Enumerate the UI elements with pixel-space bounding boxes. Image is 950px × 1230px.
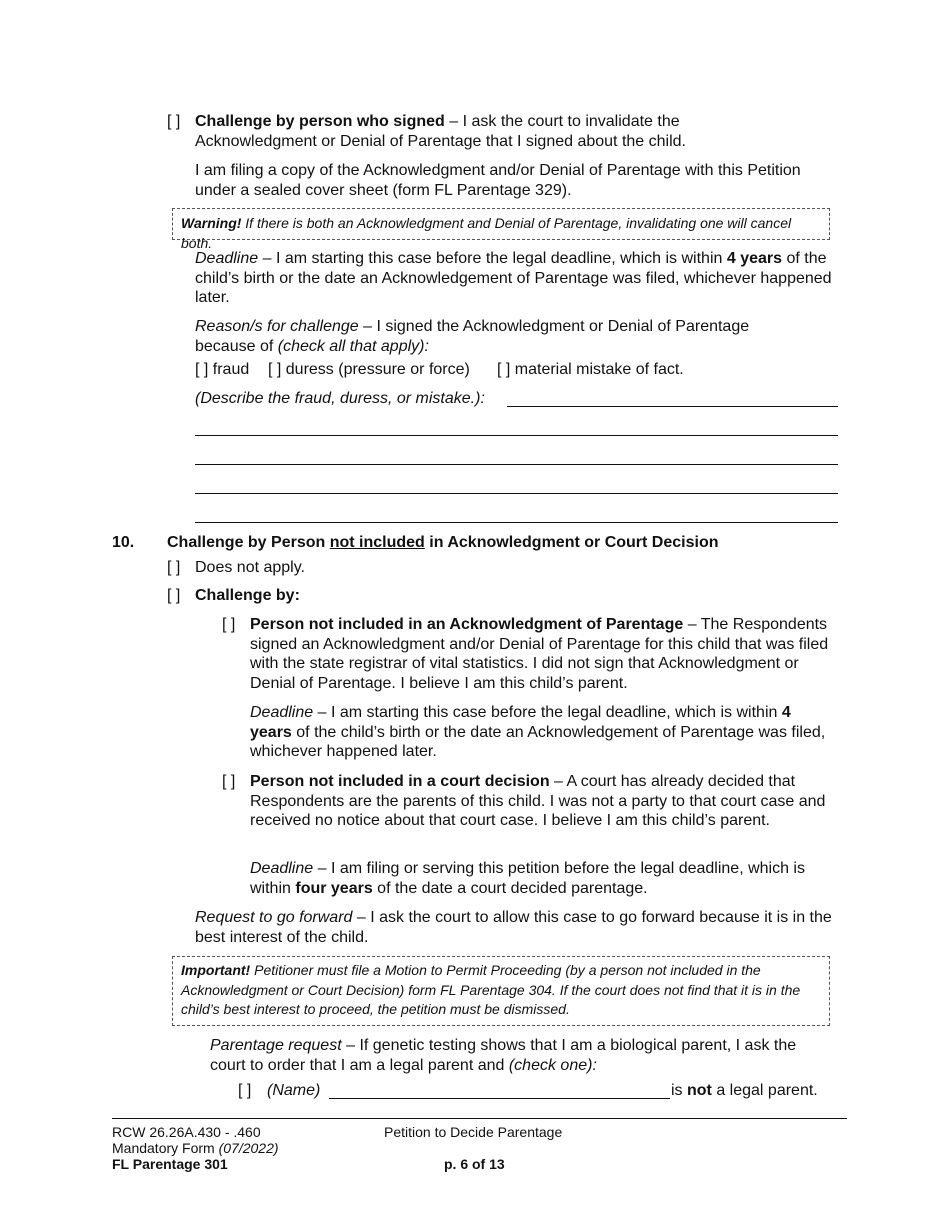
section-title-part-1: Challenge by Person	[167, 534, 330, 551]
does-not-apply-label: Does not apply.	[195, 559, 305, 576]
ack-checkbox[interactable]: [ ]	[222, 616, 236, 633]
describe-label: (Describe the fraud, duress, or mistake.):	[195, 390, 485, 407]
parentage-text: – If genetic testing shows that I am a biological parent, I ask the court to order that I am a legal parent and	[210, 1037, 797, 1074]
court-deadline-text-2: of the date a court decided parentage.	[372, 879, 648, 897]
reasons-label: Reason/s for challenge	[195, 318, 359, 335]
important-text: Petitioner must file a Motion to Permit Proceeding (by a person not included in the Acknowledgment or Court Decision) form FL Parentage 304. If the court does not find that it is in the child’s best interest to proceed, the petition must be dismissed.	[181, 962, 801, 1017]
reasons-instruction: (check all that apply):	[277, 337, 429, 355]
footer-mandatory	[112, 1140, 279, 1156]
section-title-underline: not included	[329, 534, 425, 551]
forward-text: – I ask the court to allow this case to go forward because it is in the best interest of the child.	[195, 909, 832, 946]
footer-form-id: FL Parentage 301	[112, 1156, 228, 1172]
name-input-line[interactable]	[329, 1098, 670, 1099]
signed-challenge-text: – I ask the court to invalidate the Acknowledgment or Denial of Parentage that I signed about the child.	[195, 113, 686, 150]
describe-line-1[interactable]	[507, 406, 838, 407]
signed-deadline	[195, 249, 840, 308]
warning-label: Warning!	[181, 215, 242, 231]
name-suffix	[671, 1081, 818, 1101]
ack-paragraph	[250, 615, 835, 693]
section-title	[167, 533, 847, 553]
option-duress[interactable]: [ ] duress (pressure or force)	[268, 361, 470, 378]
signed-checkbox[interactable]: [ ]	[167, 113, 181, 130]
warning-box	[172, 208, 830, 251]
court-text: – A court has already decided that Respondents are the parents of this child. I was not a party to that court case and received no notice about that court case. I believe I am this child’s parent.	[250, 773, 826, 829]
deadline-text-2: of the child’s birth or the date an Acknowledgement of Parentage was filed, whichever happened later.	[195, 250, 832, 306]
deadline-text: – I am starting this case before the legal deadline, which is within	[258, 250, 727, 267]
signed-challenge-paragraph	[195, 112, 795, 151]
footer-date: (07/2022)	[218, 1140, 279, 1156]
important-label: Important!	[181, 962, 251, 978]
name-suffix-1: is	[671, 1082, 687, 1099]
signed-challenge-title: Challenge by person who signed	[195, 113, 445, 130]
parentage-request	[210, 1036, 830, 1075]
forward-request	[195, 908, 845, 947]
parentage-label: Parentage request	[210, 1037, 342, 1054]
court-deadline	[250, 859, 840, 898]
ack-deadline-label: Deadline	[250, 704, 314, 721]
reasons-text: – I signed the Acknowledgment or Denial of Parentage because of	[195, 318, 750, 355]
does-not-apply-checkbox[interactable]: [ ]	[167, 559, 181, 576]
court-deadline-text: – I am filing or serving this petition before the legal deadline, which is within	[250, 860, 805, 897]
describe-line-4[interactable]	[195, 493, 838, 494]
name-suffix-2: a legal parent.	[711, 1082, 818, 1099]
court-deadline-years: four years	[295, 879, 373, 897]
name-checkbox[interactable]: [ ]	[238, 1082, 252, 1099]
court-title: Person not included in a court decision	[250, 773, 550, 790]
section-number: 10.	[112, 534, 135, 551]
name-suffix-not: not	[687, 1082, 712, 1099]
describe-line-3[interactable]	[195, 464, 838, 465]
section-title-part-2: in Acknowledgment or Court Decision	[424, 534, 719, 551]
deadline-label: Deadline	[195, 250, 259, 267]
challenge-by-checkbox[interactable]: [ ]	[167, 587, 181, 604]
ack-text: – The Respondents signed an Acknowledgment and/or Denial of Parentage for this child that was filed with the state registrar of vital statistics. I did not sign that Acknowledgment or Denial of Parentage. I believe I am this child’s parent.	[250, 616, 829, 692]
footer-rule	[112, 1118, 847, 1119]
footer-mandatory-text: Mandatory Form	[112, 1140, 219, 1156]
court-deadline-label: Deadline	[250, 860, 314, 877]
reasons-paragraph	[195, 317, 805, 356]
ack-deadline-text-2: of the child’s birth or the date an Acknowledgement of Parentage was filed, whichever happened later.	[250, 723, 826, 760]
important-box	[172, 956, 830, 1026]
ack-title: Person not included in an Acknowledgment of Parentage	[250, 616, 684, 633]
describe-line-5[interactable]	[195, 522, 838, 523]
filing-note: I am filing a copy of the Acknowledgment and/or Denial of Parentage with this Petition under a sealed cover sheet (form FL Parentage 329).	[195, 162, 801, 199]
option-fraud[interactable]: [ ] fraud	[195, 361, 250, 378]
warning-text: If there is both an Acknowledgment and Denial of Parentage, invalidating one will cancel both.	[181, 215, 792, 251]
court-checkbox[interactable]: [ ]	[222, 773, 236, 790]
option-mistake[interactable]: [ ] material mistake of fact.	[497, 361, 684, 378]
footer-page-number: p. 6 of 13	[444, 1156, 505, 1172]
ack-deadline	[250, 703, 835, 762]
footer-rcw: RCW 26.26A.430 - .460	[112, 1124, 261, 1140]
footer-doc-title: Petition to Decide Parentage	[384, 1124, 563, 1140]
deadline-years: 4 years	[726, 250, 783, 267]
parentage-instruction: (check one):	[508, 1056, 597, 1074]
ack-deadline-years: 4 years	[250, 704, 791, 741]
court-paragraph	[250, 772, 840, 831]
ack-deadline-text: – I am starting this case before the legal deadline, which is within	[313, 704, 782, 721]
name-label: (Name)	[267, 1082, 321, 1099]
forward-label: Request to go forward	[195, 909, 353, 926]
challenge-by-label: Challenge by:	[195, 587, 300, 604]
describe-line-2[interactable]	[195, 435, 838, 436]
